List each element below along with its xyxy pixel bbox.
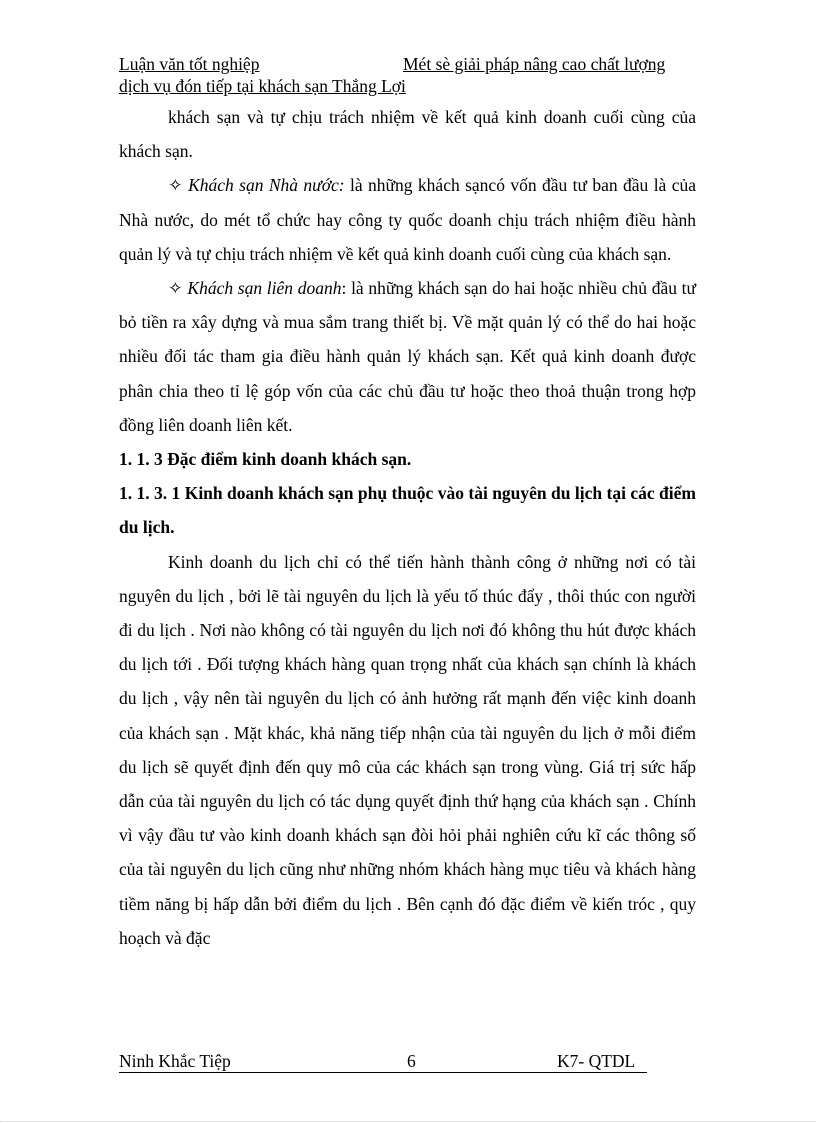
paragraph-3 — [119, 271, 696, 442]
footer-class: K7- QTDL — [557, 1051, 636, 1071]
paragraph-4: Kinh doanh du lịch chỉ có thể tiến hành thành công ở những nơi có tài nguyên du lịch , bởi lẽ tài nguyên du lịch là yếu tố thúc đẩy , thôi thúc con người đi du lịch . Nơi nào không có tài nguyên du lịch nơi đó không thu hút được khách du lịch tới . Đối tượng khách hàng quan trọng nhất của khách sạn chính là khách du lịch , vậy nên tài nguyên du lịch có ảnh hưởng rất mạnh đến việc kinh doanh của khách sạn . Mặt khác, khả năng tiếp nhận của tài nguyên du lịch ở mỗi điểm du lịch sẽ quyết định đến quy mô của các khách sạn trong vùng. Giá trị sức hấp dẫn của tài nguyên du lịch có tác dụng quyết định thứ hạng của khách sạn . Chính vì vậy đầu tư vào kinh doanh khách sạn đòi hỏi phải nghiên cứu kĩ các thông số của tài nguyên du lịch cũng như những nhóm khách hàng mục tiêu và khách hàng tiềm năng bị hấp dẫn bởi điểm du lịch . Bên cạnh đó đặc điểm về kiến tróc , quy hoạch và đặc — [119, 551, 696, 948]
section-heading: 1. 1. 3 Đặc điểm kinh doanh khách sạn. — [119, 449, 412, 470]
page-bottom-divider — [0, 1121, 816, 1122]
footer-rule — [119, 1072, 647, 1073]
paragraph-1: khách sạn và tự chịu trách nhiệm về kết quả kinh doanh cuối cùng của khách sạn. — [119, 107, 696, 162]
paragraph-2 — [119, 168, 696, 271]
term-state-hotel: Khách sạn Nhà nước: — [188, 175, 345, 196]
paragraph-2-text: là những khách sạncó vốn đầu tư ban đầu là của Nhà nước, do mét tổ chức hay công ty quốc doanh chịu trách nhiệm điều hành quản lý và tự chịu trách nhiệm về kết quả kinh doanh cuối cùng của khách sạn. — [119, 175, 696, 264]
header-left: Luận văn tốt nghiệp — [119, 54, 260, 74]
bullet-icon: ✧ — [168, 175, 183, 196]
subsection-heading: 1. 1. 3. 1 Kinh doanh khách sạn phụ thuộc vào tài nguyên du lịch tại các điểm du lịch. — [119, 483, 696, 538]
footer-page-number: 6 — [407, 1051, 416, 1071]
bullet-icon: ✧ — [168, 278, 183, 299]
header-right: Mét sè giải pháp nâng cao chất lượng — [403, 54, 666, 74]
footer-author: Ninh Khắc Tiệp — [119, 1051, 231, 1071]
header-line2: dịch vụ đón tiếp tại khách sạn Thắng Lợi — [119, 76, 406, 96]
paragraph-3-text: : là những khách sạn do hai hoặc nhiều chủ đầu tư bỏ tiền ra xây dựng và mua sắm trang thiết bị. Về mặt quản lý có thể do hai hoặc nhiều đối tác tham gia điều hành quản lý khách sạn. Kết quả kinh doanh được phân chia theo tỉ lệ góp vốn của các chủ đầu tư hoặc theo thoả thuận trong hợp đồng liên doanh liên kết. — [119, 278, 697, 435]
term-joint-venture-hotel: Khách sạn liên doanh — [187, 278, 342, 299]
body-text — [119, 100, 696, 955]
